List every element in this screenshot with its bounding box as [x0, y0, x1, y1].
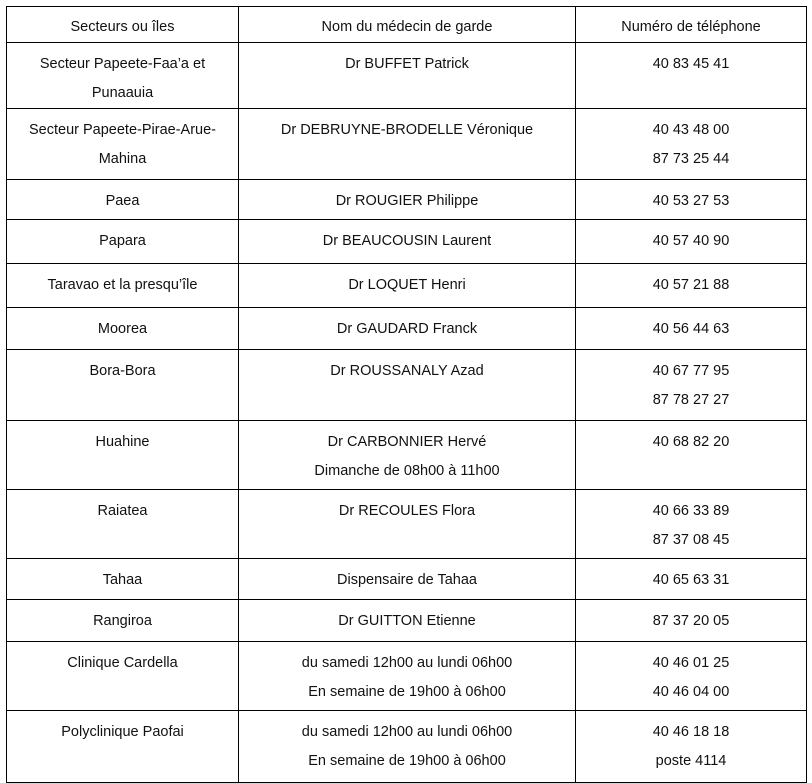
phone-number: 87 78 27 27 — [652, 392, 730, 408]
sector-cell: Huahine — [7, 421, 239, 490]
doctor-line: Dr GUITTON Etienne — [338, 613, 476, 629]
phone-cell — [576, 559, 807, 600]
phone-cell — [576, 220, 807, 264]
doctor-cell — [239, 43, 576, 109]
phone-cell — [576, 43, 807, 109]
sector-cell: Paea — [7, 180, 239, 220]
phone-cell — [576, 642, 807, 711]
phone-number: 40 53 27 53 — [652, 193, 730, 209]
phone-number: 87 73 25 44 — [652, 151, 730, 167]
doctor-cell — [239, 711, 576, 783]
doctor-cell — [239, 180, 576, 220]
table-row — [7, 490, 807, 559]
table-header — [7, 7, 807, 43]
header-sector: Secteurs ou îles — [7, 7, 239, 43]
table-row — [7, 180, 807, 220]
phone-number: 40 68 82 20 — [652, 434, 730, 450]
doctor-line: Dr LOQUET Henri — [348, 277, 466, 293]
doctor-cell — [239, 308, 576, 350]
on-call-doctors-table — [6, 6, 807, 783]
doctor-cell — [239, 600, 576, 642]
table-body — [7, 43, 807, 783]
sector-cell: Polyclinique Paofai — [7, 711, 239, 783]
sector-cell: Taravao et la presqu’île — [7, 264, 239, 308]
doctor-line: Dispensaire de Tahaa — [337, 572, 477, 588]
doctor-cell — [239, 109, 576, 180]
phone-number: 40 56 44 63 — [652, 321, 730, 337]
sector-cell: Secteur Papeete-Faa’a et Punaauia — [7, 43, 239, 109]
phone-cell — [576, 490, 807, 559]
table-row — [7, 421, 807, 490]
doctor-cell — [239, 559, 576, 600]
doctor-line: Dr RECOULES Flora — [338, 503, 476, 519]
header-row — [7, 7, 807, 43]
doctor-line: Dr ROUGIER Philippe — [335, 193, 479, 209]
doctor-cell — [239, 264, 576, 308]
phone-number: 40 67 77 95 — [652, 363, 730, 379]
sector-cell: Bora-Bora — [7, 350, 239, 421]
phone-number: 87 37 20 05 — [652, 613, 730, 629]
phone-number: 40 57 21 88 — [652, 277, 730, 293]
phone-number: poste 4114 — [655, 753, 727, 769]
sector-cell: Secteur Papeete-Pirae-Arue-Mahina — [7, 109, 239, 180]
doctor-cell — [239, 350, 576, 421]
table-row — [7, 600, 807, 642]
phone-number: 40 57 40 90 — [652, 233, 730, 249]
doctor-line: Dr GAUDARD Franck — [336, 321, 478, 337]
doctor-cell — [239, 490, 576, 559]
phone-cell — [576, 711, 807, 783]
doctor-line: du samedi 12h00 au lundi 06h00 — [301, 724, 513, 740]
table-row — [7, 711, 807, 783]
table-row — [7, 109, 807, 180]
sector-cell: Clinique Cardella — [7, 642, 239, 711]
table-row — [7, 264, 807, 308]
phone-number: 40 65 63 31 — [652, 572, 730, 588]
sector-cell: Moorea — [7, 308, 239, 350]
doctor-cell — [239, 642, 576, 711]
doctor-line: Dr ROUSSANALY Azad — [330, 363, 484, 379]
sector-cell: Tahaa — [7, 559, 239, 600]
doctor-line: du samedi 12h00 au lundi 06h00 — [301, 655, 513, 671]
doctor-line: Dimanche de 08h00 à 11h00 — [314, 463, 500, 479]
phone-number: 40 46 04 00 — [652, 684, 730, 700]
header-phone: Numéro de téléphone — [576, 7, 807, 43]
phone-cell — [576, 421, 807, 490]
phone-number: 40 46 18 18 — [652, 724, 730, 740]
phone-number: 40 66 33 89 — [652, 503, 730, 519]
table-row — [7, 350, 807, 421]
doctor-line: Dr CARBONNIER Hervé — [327, 434, 487, 450]
table-row — [7, 559, 807, 600]
phone-cell — [576, 350, 807, 421]
doctor-line: En semaine de 19h00 à 06h00 — [308, 684, 506, 700]
phone-cell — [576, 180, 807, 220]
sector-cell: Rangiroa — [7, 600, 239, 642]
doctor-cell — [239, 220, 576, 264]
phone-cell — [576, 264, 807, 308]
doctor-cell — [239, 421, 576, 490]
doctor-line: En semaine de 19h00 à 06h00 — [308, 753, 506, 769]
phone-cell — [576, 308, 807, 350]
sector-cell: Raiatea — [7, 490, 239, 559]
phone-number: 40 46 01 25 — [652, 655, 730, 671]
header-doctor: Nom du médecin de garde — [239, 7, 576, 43]
table-row — [7, 220, 807, 264]
phone-number: 87 37 08 45 — [652, 532, 730, 548]
phone-number: 40 43 48 00 — [652, 122, 730, 138]
table-row — [7, 642, 807, 711]
table-row — [7, 308, 807, 350]
phone-cell — [576, 600, 807, 642]
table-row — [7, 43, 807, 109]
doctor-line: Dr DEBRUYNE-BRODELLE Véronique — [280, 122, 534, 138]
doctor-line: Dr BEAUCOUSIN Laurent — [322, 233, 492, 249]
sector-cell: Papara — [7, 220, 239, 264]
phone-cell — [576, 109, 807, 180]
phone-number: 40 83 45 41 — [652, 56, 730, 72]
doctor-line: Dr BUFFET Patrick — [345, 56, 469, 72]
